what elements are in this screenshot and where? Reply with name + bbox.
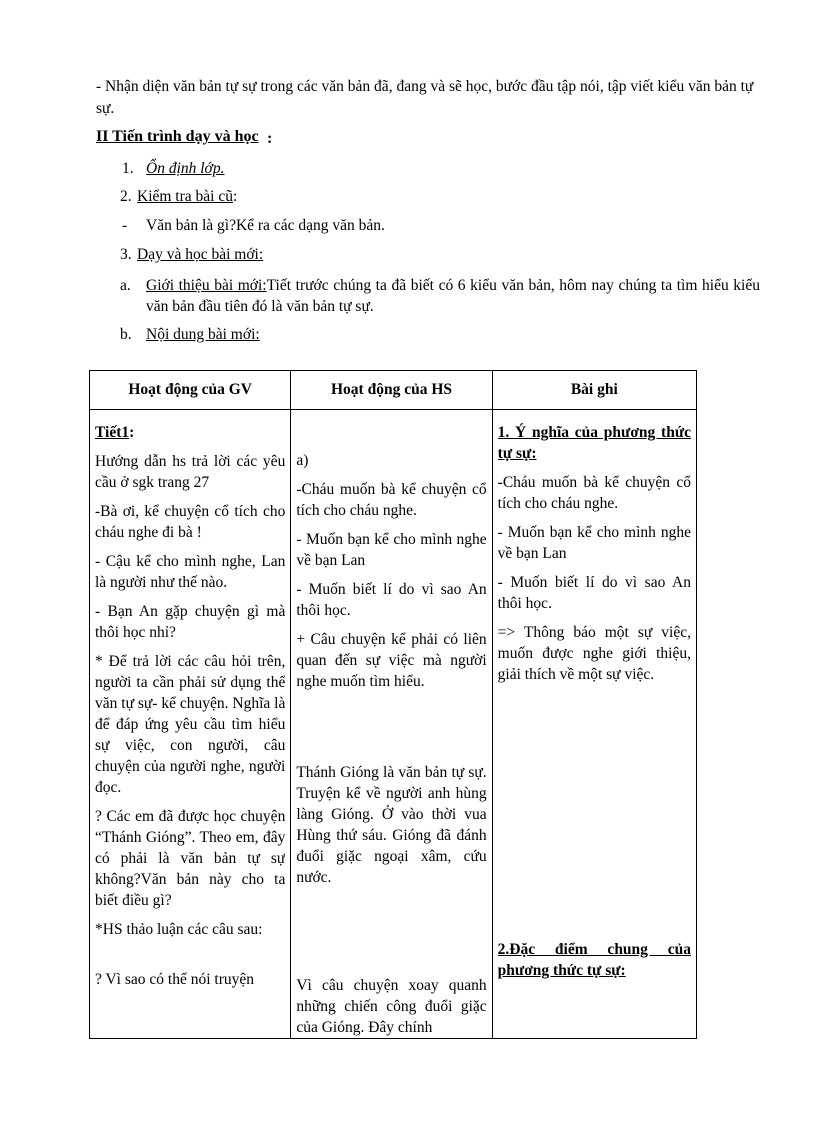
section-heading — [96, 128, 259, 146]
step-a-number: a. — [120, 277, 131, 294]
hs-column — [291, 410, 492, 1039]
step-2-label — [137, 186, 237, 207]
table-header-row — [90, 371, 697, 410]
notes-paragraph: -Cháu muốn bà kể chuyện cổ tích cho cháu nghe. — [497, 474, 691, 512]
step-2-number: 2. — [120, 188, 132, 205]
section-heading-colon: : — [267, 130, 273, 147]
notes-column — [492, 410, 696, 1039]
step-a-text: Tiết trước chúng ta đã biết có 6 kiểu văn bản, hôm nay chúng ta tìm hiểu kiểu văn bản đầu tiên đó là văn bản tự sự. — [146, 277, 760, 315]
gv-paragraph: Hướng dẫn hs trả lời các yêu cầu ở sgk trang 27 — [95, 453, 286, 491]
table-row — [90, 410, 697, 1039]
step-3-label: Dạy và học bài mới: — [137, 246, 264, 263]
step-b-label: Nội dung bài mới: — [146, 326, 260, 343]
step-2-dash: - — [122, 217, 128, 234]
step-a-paragraph — [146, 275, 760, 317]
step-2-colon: : — [232, 188, 238, 205]
gv-paragraph: ? Các em đã được học chuyện “Thánh Gióng”. Theo em, đây có phải là văn bản tự sự không?Văn bản này cho ta biết điều gì? — [95, 808, 286, 909]
hs-paragraph: Vì câu chuyện xoay quanh những chiến công đuổi giặc của Gióng. Đây chính — [296, 977, 487, 1036]
notes-paragraph: - Muốn bạn kể cho mình nghe về bạn Lan — [497, 524, 691, 562]
notes-paragraph: => Thông báo một sự việc, muốn được nghe giới thiệu, giải thích về một sự việc. — [497, 624, 691, 683]
gv-paragraph: -Bà ơi, kể chuyện cổ tích cho cháu nghe đi bà ! — [95, 503, 286, 541]
step-1-number: 1. — [122, 160, 134, 177]
gv-paragraph: *HS thảo luận các câu sau: — [95, 921, 263, 938]
gv-paragraph: * Để trả lời các câu hỏi trên, người ta cần phải sử dụng thể văn tự sự- kể chuyện. Nghĩa là để đáp ứng yêu cầu tìm hiểu sự việc, con người, câu chuyện của người nghe, người đọc. — [95, 653, 286, 796]
notes-spacer — [498, 693, 691, 939]
step-3-number: 3. — [120, 246, 132, 263]
tiet-label: Tiết1 — [95, 424, 130, 441]
gv-paragraph: - Cậu kể cho mình nghe, Lan là người như thế nào. — [95, 553, 286, 591]
intro-paragraph: - Nhận diện văn bản tự sự trong các văn bản đã, đang và sẽ học, bước đầu tập nói, tập viết kiểu văn bản tự sự. — [96, 78, 754, 117]
step-1-label: Ổn định lớp. — [146, 160, 225, 177]
header-gv: Hoạt động của GV — [90, 371, 291, 410]
gv-paragraph: ? Vì sao có thể nói truyện — [95, 971, 254, 988]
hs-spacer — [296, 700, 486, 762]
hs-spacer — [296, 896, 486, 975]
hs-paragraph: Thánh Gióng là văn bản tự sự. Truyện kể về người anh hùng làng Gióng. Ở vào thời vua Hùng thứ sáu. Gióng đã đánh đuổi giặc ngoại xâm, cứu nước. — [296, 764, 487, 886]
header-hs: Hoạt động của HS — [291, 371, 492, 410]
hs-paragraph: - Muốn bạn kể cho mình nghe về bạn Lan — [296, 531, 487, 569]
tiet-colon: : — [129, 424, 135, 441]
section-heading-text: II Tiến trình dạy và học — [96, 128, 259, 145]
step-a-label: Giới thiệu bài mới: — [146, 277, 267, 294]
notes-heading-2: 2.Đặc điểm chung của phương thức tự sự: — [497, 941, 691, 979]
hs-paragraph: a) — [296, 452, 309, 469]
gv-column — [90, 410, 291, 1039]
step-2-text: Kiểm tra bài cũ — [137, 188, 233, 205]
step-b-number: b. — [120, 326, 132, 343]
tiet-heading — [95, 422, 285, 443]
hs-paragraph: -Cháu muốn bà kể chuyện cổ tích cho cháu nghe. — [296, 481, 487, 519]
hs-paragraph: + Câu chuyện kể phải có liên quan đến sự việc mà người nghe muốn tìm hiểu. — [296, 631, 487, 690]
gv-paragraph: - Bạn An gặp chuyện gì mà thôi học nhỉ? — [95, 603, 286, 641]
lesson-table — [89, 370, 697, 1039]
notes-paragraph: - Muốn biết lí do vì sao An thôi học. — [497, 574, 691, 612]
hs-paragraph: - Muốn biết lí do vì sao An thôi học. — [296, 581, 487, 619]
header-notes: Bài ghi — [492, 371, 696, 410]
notes-heading-1: 1. Ý nghĩa của phương thức tự sự: — [497, 424, 691, 462]
step-2-item: Văn bản là gì?Kể ra các dạng văn bản. — [146, 217, 385, 234]
